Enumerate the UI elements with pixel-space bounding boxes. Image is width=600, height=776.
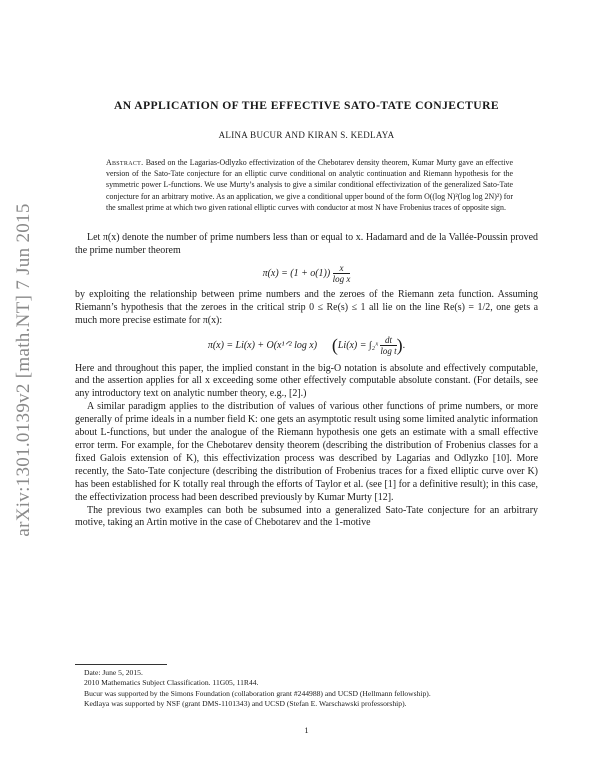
body-text (75, 232, 538, 530)
paragraph-1a: Let π(x) denote the number of prime numbers less than or equal to x. Hadamard and de la Vallée-Poussin proved the prime number theorem (75, 232, 538, 256)
equation-2-numerator: dt (380, 335, 396, 346)
footnotes (75, 668, 538, 710)
paragraph-2: A similar paradigm applies to the distribution of values of various other functions of prime numbers, or more generally of prime ideals in a number field K: one gets an asymptotic result using some limited analytic information about L-functions, but under the analogue of the Riemann hypothesis one gets an estimate with a small effective error term. For example, for the Chebotarev density theorem (describing the distribution of Frobenius classes for a fixed Galois extension of K), this effectivization process was described by Lagarias and Odlyzko [10]. More recently, the Sato-Tate conjecture (describing the distribution of Frobenius traces for a fixed elliptic curve over K) has been established for K totally real through the efforts of Taylor et al. (see [1] for a definitive result); in this case, the effectivization process had been described previously by Kumar Murty [12]. (75, 401, 538, 503)
paragraph-1b: by exploiting the relationship between prime numbers and the zeroes of the Riemann zeta function. Assuming Riemann’s hypothesis that the zeroes in the critical strip 0 ≤ Re(s) ≤ 1 all lie on the line Re(s) = 1/2, one gets a much more precise estimate for π(x): (75, 288, 538, 326)
footnote-date: Date: June 5, 2015. (84, 668, 143, 677)
footnote-kedlaya: Kedlaya was supported by NSF (grant DMS-1101343) and UCSD (Stefan E. Warschawski professorship). (84, 699, 407, 709)
paragraph-1c: Here and throughout this paper, the implied constant in the big-O notation is absolute and effectively computable, and the assertion applies for all x exceeding some other effectively computable absolute constant. (For details, see any introductory text on analytic number theory, e.g., [2].) (75, 362, 538, 400)
paper-title: AN APPLICATION OF THE EFFECTIVE SATO-TATE CONJECTURE (114, 99, 499, 112)
equation-2-li: Li(x) = ∫₂ˣ (337, 339, 378, 351)
equation-riemann-estimate: π(x) = Li(x) + O(x¹ᐟ² log x) (Li(x) = ∫₂ˣ $\frac{dt}{\text{log t}}$ ). (207, 334, 406, 356)
equation-prime-number-theorem (75, 263, 538, 285)
right-paren: ) (396, 334, 403, 355)
equation-2-fraction (380, 335, 396, 356)
abstract-label: Abstract. (106, 158, 144, 167)
footnote-msc: 2010 Mathematics Subject Classification. 11G05, 11R44. (84, 678, 259, 688)
abstract-text: Based on the Lagarias-Odlyzko effectivization of the Chebotarev density theorem, Kumar Murty gave an effective version of the Sato-Tate conjecture for an elliptic curve conditional on analytic continuation and Riemann hypothesis for the symmetric power L-functions. We use Murty’s analysis to give a similar conditional effectivization of the generalized Sato-Tate conjecture for an arbitrary motive. As an application, we give a conditional upper bound of the form O((log N)²(log log 2N)²) for the smallest prime at which two given rational elliptic curves with conductor at most N have Frobenius traces of opposite sign. (106, 158, 513, 212)
equation-1-numerator: x (333, 263, 351, 274)
equation-1-denominator: log x (332, 273, 351, 284)
paragraph-3: The previous two examples can both be subsumed into a generalized Sato-Tate conjecture for an arbitrary motive, taking an Artin motive in the case of Chebotarev and the 1-motive (75, 504, 538, 529)
equation-2-denominator: log t (380, 345, 397, 356)
abstract (106, 157, 513, 213)
footnote-rule (75, 664, 167, 665)
footnote-bucur: Bucur was supported by the Simons Foundation (collaboration grant #244988) and UCSD (Hellmann fellowship). (84, 688, 431, 698)
equation-2-lhs: π(x) = Li(x) + O(x¹ᐟ² log x) (207, 339, 317, 351)
equation-1-fraction (333, 263, 351, 284)
equation-1-lhs: π(x) = (1 + o(1)) (262, 267, 331, 279)
left-paren: ( (331, 334, 338, 355)
arxiv-identifier: arXiv:1301.0139v2 [math.NT] 7 Jun 2015 (13, 203, 34, 537)
paper-authors: ALINA BUCUR AND KIRAN S. KEDLAYA (218, 130, 395, 140)
page-number: 1 (304, 725, 309, 735)
